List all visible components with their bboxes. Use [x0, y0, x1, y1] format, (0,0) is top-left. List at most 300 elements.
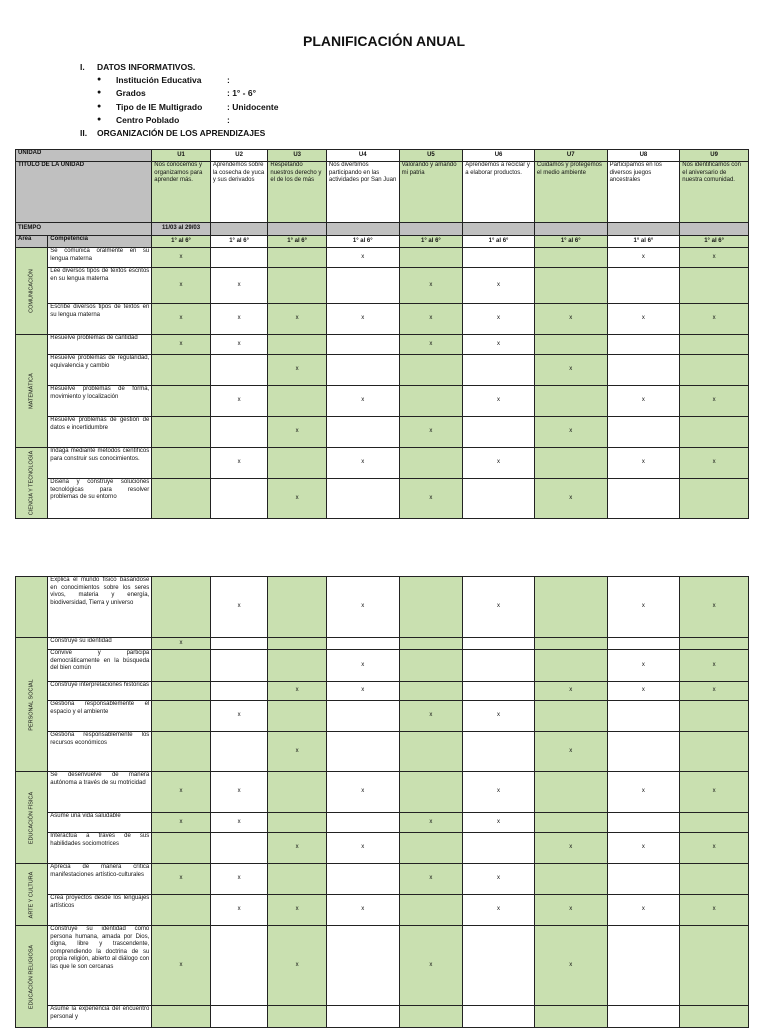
unit-mark-cell: [680, 926, 749, 1006]
unit-mark-cell: x: [210, 772, 268, 813]
unit-time: [268, 223, 327, 236]
competency-row: [16, 577, 749, 638]
area-name: COMUNICACIÓN: [28, 269, 35, 313]
unit-mark-cell: [399, 248, 463, 268]
competency-text: Diseña y construye soluciones tecnológicas para resolver problemas de su entorno: [48, 479, 152, 519]
competency-text: Lee diversos tipos de textos escritos en su lengua materna: [48, 268, 152, 304]
unit-mark-cell: [152, 417, 211, 448]
unit-mark-cell: [463, 682, 535, 701]
unit-mark-cell: x: [399, 479, 463, 519]
unit-mark-cell: [326, 813, 399, 833]
unit-mark-cell: [152, 682, 211, 701]
titulo-label: TITULO DE LA UNIDAD: [16, 162, 152, 223]
unit-title: Aprendemos sobre la cosecha de yuca y sus derivados: [210, 162, 268, 223]
unit-mark-cell: x: [326, 682, 399, 701]
competency-text: Gestiona responsablemente los recursos económicos: [48, 732, 152, 772]
competency-row: [16, 1006, 749, 1028]
area-name: PERSONAL SOCIAL: [28, 678, 35, 731]
unit-mark-cell: [399, 650, 463, 682]
unit-mark-cell: [463, 355, 535, 386]
unit-mark-cell: [326, 479, 399, 519]
unit-mark-cell: [534, 268, 607, 304]
unit-mark-cell: x: [399, 701, 463, 732]
unit-mark-cell: [399, 732, 463, 772]
unit-mark-cell: [607, 417, 680, 448]
unit-time: [463, 223, 535, 236]
unit-time: [680, 223, 749, 236]
unit-mark-cell: [463, 1006, 535, 1028]
unit-mark-cell: x: [607, 304, 680, 335]
info-label: Grados: [116, 88, 146, 98]
unit-mark-cell: [463, 417, 535, 448]
competency-row: [16, 417, 749, 448]
unit-mark-cell: [463, 650, 535, 682]
unit-mark-cell: x: [463, 448, 535, 479]
unit-time: [607, 223, 680, 236]
competency-row: [16, 448, 749, 479]
unit-title: Nos identificamos con el aniversario de nuestra comunidad.: [680, 162, 749, 223]
unit-mark-cell: x: [210, 448, 268, 479]
info-value: : Unidocente: [227, 102, 279, 112]
competency-text: Gestiona responsablemente el espacio y el ambiente: [48, 701, 152, 732]
competency-row: [16, 386, 749, 417]
competency-text: Resuelve problemas de gestión de datos e incertidumbre: [48, 417, 152, 448]
unit-mark-cell: [326, 701, 399, 732]
unit-mark-cell: x: [268, 355, 327, 386]
competency-row: [16, 335, 749, 355]
section-heading: DATOS INFORMATIVOS.: [97, 62, 196, 72]
unit-mark-cell: [326, 335, 399, 355]
competency-row: [16, 355, 749, 386]
unit-mark-cell: x: [607, 833, 680, 864]
unit-mark-cell: x: [607, 448, 680, 479]
unit-mark-cell: x: [210, 386, 268, 417]
unit-mark-cell: x: [210, 304, 268, 335]
unit-mark-cell: x: [607, 682, 680, 701]
unit-mark-cell: [399, 682, 463, 701]
unit-mark-cell: [210, 248, 268, 268]
unit-time: [534, 223, 607, 236]
planning-table-page2: [15, 576, 749, 1028]
unit-mark-cell: [152, 895, 211, 926]
grade-range: 1° al 6°: [268, 236, 327, 248]
unit-mark-cell: [399, 577, 463, 638]
unit-mark-cell: [680, 732, 749, 772]
unit-mark-cell: [152, 833, 211, 864]
unit-mark-cell: x: [607, 650, 680, 682]
unit-mark-cell: x: [680, 895, 749, 926]
unit-mark-cell: x: [680, 650, 749, 682]
unit-mark-cell: x: [607, 895, 680, 926]
unit-mark-cell: [152, 701, 211, 732]
unit-mark-cell: x: [534, 479, 607, 519]
unit-mark-cell: [152, 732, 211, 772]
unit-mark-cell: x: [680, 448, 749, 479]
unit-mark-cell: x: [152, 926, 211, 1006]
unit-mark-cell: x: [326, 577, 399, 638]
unit-mark-cell: x: [399, 864, 463, 895]
unit-mark-cell: [607, 1006, 680, 1028]
unit-header: U5: [399, 150, 463, 162]
competency-text: Se comunica oralmente en su lengua materna: [48, 248, 152, 268]
unit-mark-cell: [210, 417, 268, 448]
area-name: MATEMÁTICA: [28, 373, 35, 409]
competency-text: Asume la experiencia del encuentro personal y: [48, 1006, 152, 1028]
unit-mark-cell: x: [399, 304, 463, 335]
unit-mark-cell: [399, 833, 463, 864]
area-label-cell: [16, 248, 48, 335]
unit-mark-cell: [152, 1006, 211, 1028]
page-title: PLANIFICACIÓN ANUAL: [302, 33, 466, 49]
unit-mark-cell: x: [463, 304, 535, 335]
unit-mark-cell: [210, 833, 268, 864]
unit-mark-cell: [534, 701, 607, 732]
unit-mark-cell: x: [210, 701, 268, 732]
unit-mark-cell: x: [534, 417, 607, 448]
competencia-column-header: Competencia: [48, 236, 152, 248]
unit-header: U8: [607, 150, 680, 162]
unit-mark-cell: [680, 864, 749, 895]
unit-mark-cell: [268, 650, 327, 682]
unit-mark-cell: [268, 268, 327, 304]
unit-time: 11/03 al 29/03: [152, 223, 211, 236]
unit-mark-cell: x: [326, 833, 399, 864]
unit-mark-cell: x: [463, 577, 535, 638]
unit-mark-cell: x: [326, 895, 399, 926]
unit-mark-cell: [152, 355, 211, 386]
section-heading: ORGANIZACIÓN DE LOS APRENDIZAJES: [97, 128, 266, 138]
unit-title: Valorando y amando mi patria: [399, 162, 463, 223]
unit-mark-cell: [326, 864, 399, 895]
unit-mark-cell: [399, 1006, 463, 1028]
unit-mark-cell: x: [152, 813, 211, 833]
unit-mark-cell: x: [680, 248, 749, 268]
unit-mark-cell: [607, 355, 680, 386]
unit-mark-cell: x: [268, 833, 327, 864]
section-number: II.: [80, 128, 88, 138]
area-name: CIENCIA Y TECNOLOGÍA: [28, 450, 35, 516]
area-label-cell: [16, 577, 48, 638]
unit-mark-cell: [463, 833, 535, 864]
unit-mark-cell: x: [268, 682, 327, 701]
info-label: Tipo de IE Multigrado: [116, 102, 203, 112]
info-label: Institución Educativa: [116, 75, 202, 85]
unit-mark-cell: x: [268, 304, 327, 335]
info-value: : 1° - 6°: [227, 88, 256, 98]
unit-mark-cell: [534, 772, 607, 813]
unit-mark-cell: x: [399, 417, 463, 448]
area-label-cell: [16, 335, 48, 448]
unit-mark-cell: x: [607, 386, 680, 417]
competency-text: Se desenvuelve de manera autónoma a través de su motricidad: [48, 772, 152, 813]
unit-header: U3: [268, 150, 327, 162]
unit-mark-cell: x: [399, 335, 463, 355]
unit-mark-cell: x: [463, 895, 535, 926]
unit-mark-cell: [680, 638, 749, 650]
unit-time: [210, 223, 268, 236]
unit-mark-cell: [534, 638, 607, 650]
unit-mark-cell: [463, 248, 535, 268]
unit-mark-cell: [268, 386, 327, 417]
unit-mark-cell: [326, 268, 399, 304]
unit-mark-cell: [152, 479, 211, 519]
unit-mark-cell: [399, 638, 463, 650]
competency-text: Interactúa a través de sus habilidades sociomotrices: [48, 833, 152, 864]
unit-mark-cell: x: [680, 682, 749, 701]
unit-mark-cell: [680, 1006, 749, 1028]
unit-mark-cell: x: [152, 268, 211, 304]
unit-mark-cell: [607, 268, 680, 304]
unit-mark-cell: x: [326, 448, 399, 479]
competency-text: Escribe diversos tipos de textos en su lengua materna: [48, 304, 152, 335]
grade-range: 1° al 6°: [534, 236, 607, 248]
competency-row: [16, 304, 749, 335]
unit-title: Nos divertimos participando en las actividades por San Juan: [326, 162, 399, 223]
unit-mark-cell: [680, 701, 749, 732]
unit-mark-cell: x: [210, 895, 268, 926]
unit-mark-cell: [534, 813, 607, 833]
unit-mark-cell: [534, 248, 607, 268]
unit-mark-cell: x: [399, 268, 463, 304]
info-label: Centro Poblado: [116, 115, 180, 125]
competency-text: Explica el mundo físico basándose en conocimientos sobre los seres vivos, materia y energía, biodiversidad, Tierra y universo: [48, 577, 152, 638]
unit-mark-cell: [680, 268, 749, 304]
unit-mark-cell: [268, 248, 327, 268]
unit-mark-cell: x: [152, 335, 211, 355]
unit-mark-cell: [534, 650, 607, 682]
unit-mark-cell: x: [534, 895, 607, 926]
unit-mark-cell: [210, 638, 268, 650]
unit-mark-cell: [399, 895, 463, 926]
unit-mark-cell: x: [399, 926, 463, 1006]
unit-mark-cell: x: [152, 248, 211, 268]
grade-range: 1° al 6°: [463, 236, 535, 248]
unit-mark-cell: x: [210, 268, 268, 304]
unit-mark-cell: x: [534, 926, 607, 1006]
unit-mark-cell: x: [152, 304, 211, 335]
area-name: EDUCACIÓN RELIGIOSA: [28, 944, 35, 1009]
competency-row: [16, 732, 749, 772]
unit-mark-cell: x: [326, 772, 399, 813]
unit-mark-cell: [534, 448, 607, 479]
unit-title: Nos conocemos y organizamos para aprender más.: [152, 162, 211, 223]
unit-mark-cell: x: [210, 335, 268, 355]
unit-mark-cell: x: [152, 772, 211, 813]
area-name: EDUCACIÓN FÍSICA: [28, 791, 35, 844]
unit-mark-cell: [210, 650, 268, 682]
unit-mark-cell: [152, 386, 211, 417]
competency-text: Asume una vida saludable: [48, 813, 152, 833]
unit-mark-cell: [210, 682, 268, 701]
unit-mark-cell: [680, 813, 749, 833]
unit-mark-cell: [268, 448, 327, 479]
unit-mark-cell: [326, 355, 399, 386]
unit-mark-cell: [607, 479, 680, 519]
unit-mark-cell: [607, 732, 680, 772]
bullet-icon: ●: [97, 76, 102, 83]
competency-row: [16, 864, 749, 895]
unit-mark-cell: [268, 1006, 327, 1028]
unit-mark-cell: [607, 926, 680, 1006]
competency-row: [16, 638, 749, 650]
unit-mark-cell: [463, 479, 535, 519]
unit-mark-cell: x: [268, 895, 327, 926]
unit-mark-cell: x: [399, 813, 463, 833]
unit-mark-cell: [399, 448, 463, 479]
unit-mark-cell: [399, 355, 463, 386]
unit-mark-cell: [680, 417, 749, 448]
grade-range: 1° al 6°: [152, 236, 211, 248]
unit-mark-cell: x: [463, 335, 535, 355]
unit-mark-cell: x: [463, 701, 535, 732]
unit-mark-cell: [268, 335, 327, 355]
unit-header: U7: [534, 150, 607, 162]
unit-mark-cell: [326, 417, 399, 448]
unit-mark-cell: [534, 577, 607, 638]
info-value: :: [227, 75, 230, 85]
competency-row: [16, 833, 749, 864]
unit-mark-cell: [326, 732, 399, 772]
unit-mark-cell: [210, 479, 268, 519]
competency-text: Construye su identidad: [48, 638, 152, 650]
grade-range: 1° al 6°: [399, 236, 463, 248]
area-label-cell: [16, 926, 48, 1028]
unit-mark-cell: [680, 355, 749, 386]
competency-row: [16, 248, 749, 268]
bullet-icon: ●: [97, 116, 102, 123]
unit-mark-cell: x: [680, 772, 749, 813]
unit-title: Cuidamos y protegemos el medio ambiente: [534, 162, 607, 223]
unit-mark-cell: [210, 732, 268, 772]
area-name: ARTE Y CULTURA: [28, 871, 35, 918]
bullet-icon: ●: [97, 89, 102, 96]
unit-mark-cell: [534, 335, 607, 355]
section-number: I.: [80, 62, 85, 72]
unit-mark-cell: [152, 577, 211, 638]
area-label-cell: [16, 448, 48, 519]
unit-mark-cell: x: [326, 650, 399, 682]
unit-mark-cell: [326, 638, 399, 650]
unit-mark-cell: x: [463, 813, 535, 833]
unit-mark-cell: x: [680, 833, 749, 864]
unit-mark-cell: x: [607, 772, 680, 813]
unit-mark-cell: x: [680, 577, 749, 638]
unit-mark-cell: x: [463, 864, 535, 895]
unit-title: Participamos en los diversos juegos ancestrales: [607, 162, 680, 223]
competency-text: Construye su identidad como persona humana, amada por Dios, digna, libre y trascendente, comprendiendo la doctrina de su propia religión, abierto al diálogo con las que le son cercanas: [48, 926, 152, 1006]
unit-mark-cell: x: [210, 813, 268, 833]
planning-table-page1: [15, 149, 749, 519]
unit-mark-cell: [326, 1006, 399, 1028]
unit-mark-cell: [534, 386, 607, 417]
unit-mark-cell: x: [268, 926, 327, 1006]
competency-text: Resuelve problemas de cantidad: [48, 335, 152, 355]
grade-range: 1° al 6°: [210, 236, 268, 248]
unidad-label: UNIDAD: [16, 150, 152, 162]
competency-text: Aprecia de manera crítica manifestaciones artístico-culturales: [48, 864, 152, 895]
unit-mark-cell: x: [534, 833, 607, 864]
unit-mark-cell: x: [534, 304, 607, 335]
unit-mark-cell: [607, 638, 680, 650]
unit-mark-cell: [152, 650, 211, 682]
competency-text: Convive y participa democráticamente en la búsqueda del bien común: [48, 650, 152, 682]
unit-mark-cell: [463, 638, 535, 650]
competency-text: Indaga mediante métodos científicos para construir sus conocimientos.: [48, 448, 152, 479]
competency-row: [16, 268, 749, 304]
unit-mark-cell: [268, 813, 327, 833]
unit-mark-cell: x: [326, 386, 399, 417]
unit-mark-cell: x: [463, 386, 535, 417]
unit-time: [326, 223, 399, 236]
competency-row: [16, 926, 749, 1006]
unit-mark-cell: [268, 701, 327, 732]
competency-text: Crea proyectos desde los lenguajes artísticos: [48, 895, 152, 926]
unit-mark-cell: [268, 577, 327, 638]
unit-time: [399, 223, 463, 236]
unit-mark-cell: [607, 701, 680, 732]
unit-mark-cell: x: [268, 417, 327, 448]
unit-header: U6: [463, 150, 535, 162]
unit-title: Respetando nuestros derecho y el de los de más: [268, 162, 327, 223]
competency-row: [16, 650, 749, 682]
unit-mark-cell: [268, 772, 327, 813]
unit-mark-cell: [399, 772, 463, 813]
unit-mark-cell: x: [152, 864, 211, 895]
unit-mark-cell: x: [680, 386, 749, 417]
area-label-cell: [16, 772, 48, 864]
unit-mark-cell: [152, 448, 211, 479]
unit-mark-cell: [463, 732, 535, 772]
unit-title: Aprendemos a reciclar y a elaborar productos.: [463, 162, 535, 223]
competency-row: [16, 895, 749, 926]
tiempo-label: TIEMPO: [16, 223, 152, 236]
competency-text: Resuelve problemas de regularidad, equivalencia y cambio: [48, 355, 152, 386]
area-label-cell: [16, 864, 48, 926]
unit-mark-cell: x: [534, 682, 607, 701]
unit-mark-cell: x: [607, 248, 680, 268]
unit-mark-cell: [399, 386, 463, 417]
grade-range: 1° al 6°: [326, 236, 399, 248]
unit-header: U9: [680, 150, 749, 162]
competency-row: [16, 701, 749, 732]
competency-row: [16, 813, 749, 833]
area-column-header: Área: [16, 236, 48, 248]
unit-mark-cell: [210, 926, 268, 1006]
unit-mark-cell: x: [326, 248, 399, 268]
unit-header: U1: [152, 150, 211, 162]
unit-mark-cell: x: [534, 355, 607, 386]
unit-mark-cell: x: [326, 304, 399, 335]
unit-mark-cell: [534, 1006, 607, 1028]
unit-mark-cell: x: [210, 864, 268, 895]
unit-header: U2: [210, 150, 268, 162]
unit-header: U4: [326, 150, 399, 162]
unit-mark-cell: [680, 479, 749, 519]
unit-mark-cell: x: [463, 268, 535, 304]
unit-mark-cell: [463, 926, 535, 1006]
competency-text: Construye interpretaciones históricas: [48, 682, 152, 701]
unit-mark-cell: x: [463, 772, 535, 813]
unit-mark-cell: x: [152, 638, 211, 650]
unit-mark-cell: [210, 355, 268, 386]
unit-mark-cell: x: [607, 577, 680, 638]
unit-mark-cell: [326, 926, 399, 1006]
unit-mark-cell: [607, 335, 680, 355]
info-value: :: [227, 115, 230, 125]
competency-row: [16, 682, 749, 701]
unit-mark-cell: [210, 1006, 268, 1028]
unit-mark-cell: [268, 638, 327, 650]
